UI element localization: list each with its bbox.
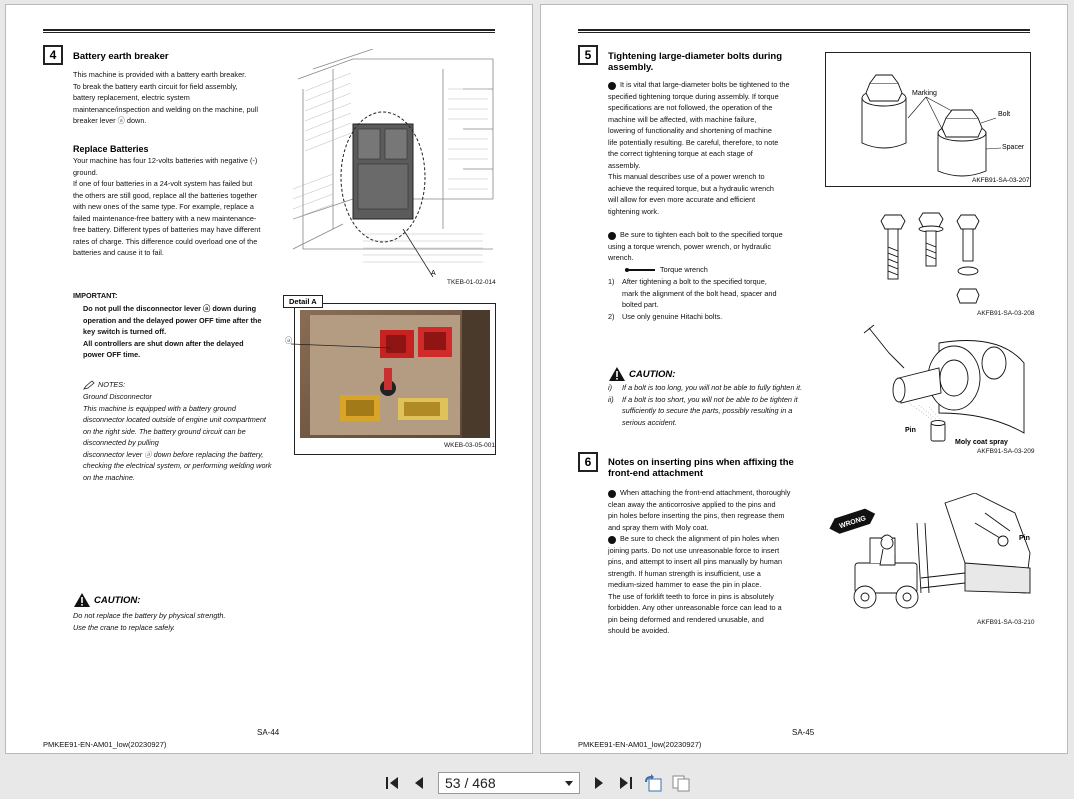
bolt-marking-figure <box>825 52 1031 187</box>
top-rule <box>43 29 495 33</box>
notes-heading: NOTES: <box>83 379 125 391</box>
section-number: 6 <box>578 452 598 472</box>
important-text: Do not pull the disconnector lever ⓐ down during operation and the delayed power OFF time after the key switch is turned off. All controllers are shut down after the delayed power OFF time. <box>83 304 262 359</box>
bullet-number: 1 <box>608 490 616 498</box>
next-page-button[interactable] <box>588 772 610 794</box>
battery-intro: This machine is provided with a battery earth breaker. To break the battery earth circuit for field assembly, battery replacement, electric system maintenance/inspection and welding on the machine, pull breaker lever ⓐ down. <box>73 70 258 125</box>
next-page-icon <box>593 776 605 790</box>
document-code: PMKEE91-EN-AM01_low(20230927) <box>578 740 702 749</box>
pin-spray-figure <box>859 323 1031 459</box>
fit-page-icon <box>671 774 691 792</box>
section6-item1: 1 When attaching the front-end attachment, thoroughly clean away the anticorrosive applied to the pins and pin holes before inserting the pins, then regrease them and spray them with Moly coat. <box>603 488 791 532</box>
section5-item1: 1 It is vital that large-diameter bolts be tightened to the specified tightening torque during assembly. If torque specifications are not followed, the operation of the machine will be affected, with machine failure, lowering of functionality and shortening of machine life potentially resulting. Be careful, therefore, to note the correct tightening torque at each stage of assembly. This manual describes use of a power wrench to achieve the required torque, but a hydraulic wrench will allow for even more accurate and efficient tightening work. <box>603 80 790 216</box>
wrong-stamp: WRONG <box>838 515 867 531</box>
chevron-down-icon <box>565 781 573 786</box>
rotate-icon <box>643 774 663 792</box>
torque-wrench-legend: Torque wrench <box>624 264 708 276</box>
bullet-number: 2 <box>608 536 616 544</box>
marking-label: Marking <box>912 90 937 97</box>
figure1-caption: TKEB-01-02-014 <box>447 279 496 286</box>
right-page <box>540 4 1068 754</box>
page-selector[interactable] <box>438 772 580 794</box>
figure-a-caption: AKFB91-SA-03-207 <box>972 177 1030 184</box>
section-title: Tightening large-diameter bolts during assembly. <box>608 51 783 73</box>
caution-heading: CAUTION: <box>608 366 675 382</box>
important-heading: IMPORTANT: <box>73 291 118 300</box>
section-title: Notes on inserting pins when affixing the front-end attachment <box>608 457 794 479</box>
disconnector-photo <box>300 310 490 438</box>
fit-page-button[interactable] <box>670 772 692 794</box>
figure-b-caption: AKFB91-SA-03-208 <box>977 310 1035 317</box>
torque-wrench-icon <box>624 267 656 273</box>
document-code: PMKEE91-EN-AM01_low(20230927) <box>43 740 167 749</box>
battery-location-illustration <box>293 49 496 277</box>
caution-heading: CAUTION: <box>73 592 140 608</box>
last-page-button[interactable] <box>614 772 636 794</box>
last-page-icon <box>617 776 633 790</box>
replace-batteries-title: Replace Batteries <box>73 144 149 154</box>
section-number: 5 <box>578 45 598 65</box>
caution-text: Do not replace the battery by physical strength. Use the crane to replace safely. <box>73 611 226 632</box>
section5-caution-text: i) If a bolt is too long, you will not be able to fully tighten it. ii) If a bolt is too short, you will not be able to be tighten it sufficiently to secure the parts, possibly resulting in a serious accident. <box>608 383 803 427</box>
detail-callout-a: ⓐ <box>285 336 293 345</box>
bullet-number: 1 <box>608 82 616 90</box>
detail-caption: WKEB-03-05-001 <box>444 442 495 449</box>
section6-item2: 2 Be sure to check the alignment of pin holes when joining parts. Do not use unreasonable force to insert pins, and attempt to insert all pins manually by human strength. If human strength is insufficient, use a medium-sized hammer to ease the pin in place. The use of forklift teeth to force in pins is absolutely forbidden. Any other unreasonable force can lead to a pin being deformed and rendered unusable, and should be avoided. <box>603 534 783 635</box>
notes-text: Ground Disconnector This machine is equipped with a battery ground disconnector located outside of engine unit compartment on the right side. The battery ground circuit can be disconnected by pulling disconnector lever ⓐ down before replacing the battery, checking the electrical system, or performing welding work on the machine. <box>83 392 272 482</box>
spray-label: Moly coat spray <box>955 439 1008 446</box>
replace-batteries-text: Your machine has four 12-volts batteries with negative (-) ground. If one of four batteries in a 24-volt system has failed but the others are still good, replace all the batteries together with new ones of the same type. For example, replace a failed maintenance-free battery with a new maintenance- free battery. Different types of batteries may have different rates of charge. This difference could overload one of the batteries and cause it to fail. <box>73 156 261 257</box>
warning-triangle-icon <box>608 366 626 382</box>
pencil-icon <box>83 380 95 390</box>
page-number: SA-44 <box>257 728 280 737</box>
bolts-figure <box>871 207 1031 322</box>
figure-callout-a: A <box>431 270 436 277</box>
detail-a-label: Detail A <box>283 295 323 308</box>
bullet-number: 2 <box>608 232 616 240</box>
first-page-icon <box>385 776 401 790</box>
first-page-button[interactable] <box>382 772 404 794</box>
detail-callout-line <box>291 341 391 349</box>
top-rule <box>578 29 1030 33</box>
section5-subitems: 1) After tightening a bolt to the specified torque, mark the alignment of the bolt head, spacer and bolted part. 2) Use only genuine Hitachi bolts. <box>608 277 777 321</box>
section-number: 4 <box>43 45 63 65</box>
left-page <box>5 4 533 754</box>
figure-c-caption: AKFB91-SA-03-209 <box>977 448 1035 455</box>
page-number: SA-45 <box>792 728 815 737</box>
prev-page-icon <box>413 776 425 790</box>
bolt-label: Bolt <box>998 111 1011 118</box>
section-title: Battery earth breaker <box>73 51 169 62</box>
navigation-toolbar <box>0 766 1074 799</box>
figure-d-caption: AKFB91-SA-03-210 <box>977 619 1035 626</box>
spacer-label: Spacer <box>1002 144 1025 151</box>
forklift-wrong-figure <box>825 493 1031 617</box>
pin-label: Pin <box>1019 535 1030 542</box>
rotate-button[interactable] <box>642 772 664 794</box>
section5-item2: 2 Be sure to tighten each bolt to the specified torque using a torque wrench, power wrench, or hydraulic wrench. <box>603 230 783 262</box>
page-display: 53 / 468 <box>445 774 496 791</box>
pin-label: Pin <box>905 427 916 434</box>
prev-page-button[interactable] <box>408 772 430 794</box>
warning-triangle-icon <box>73 592 91 608</box>
